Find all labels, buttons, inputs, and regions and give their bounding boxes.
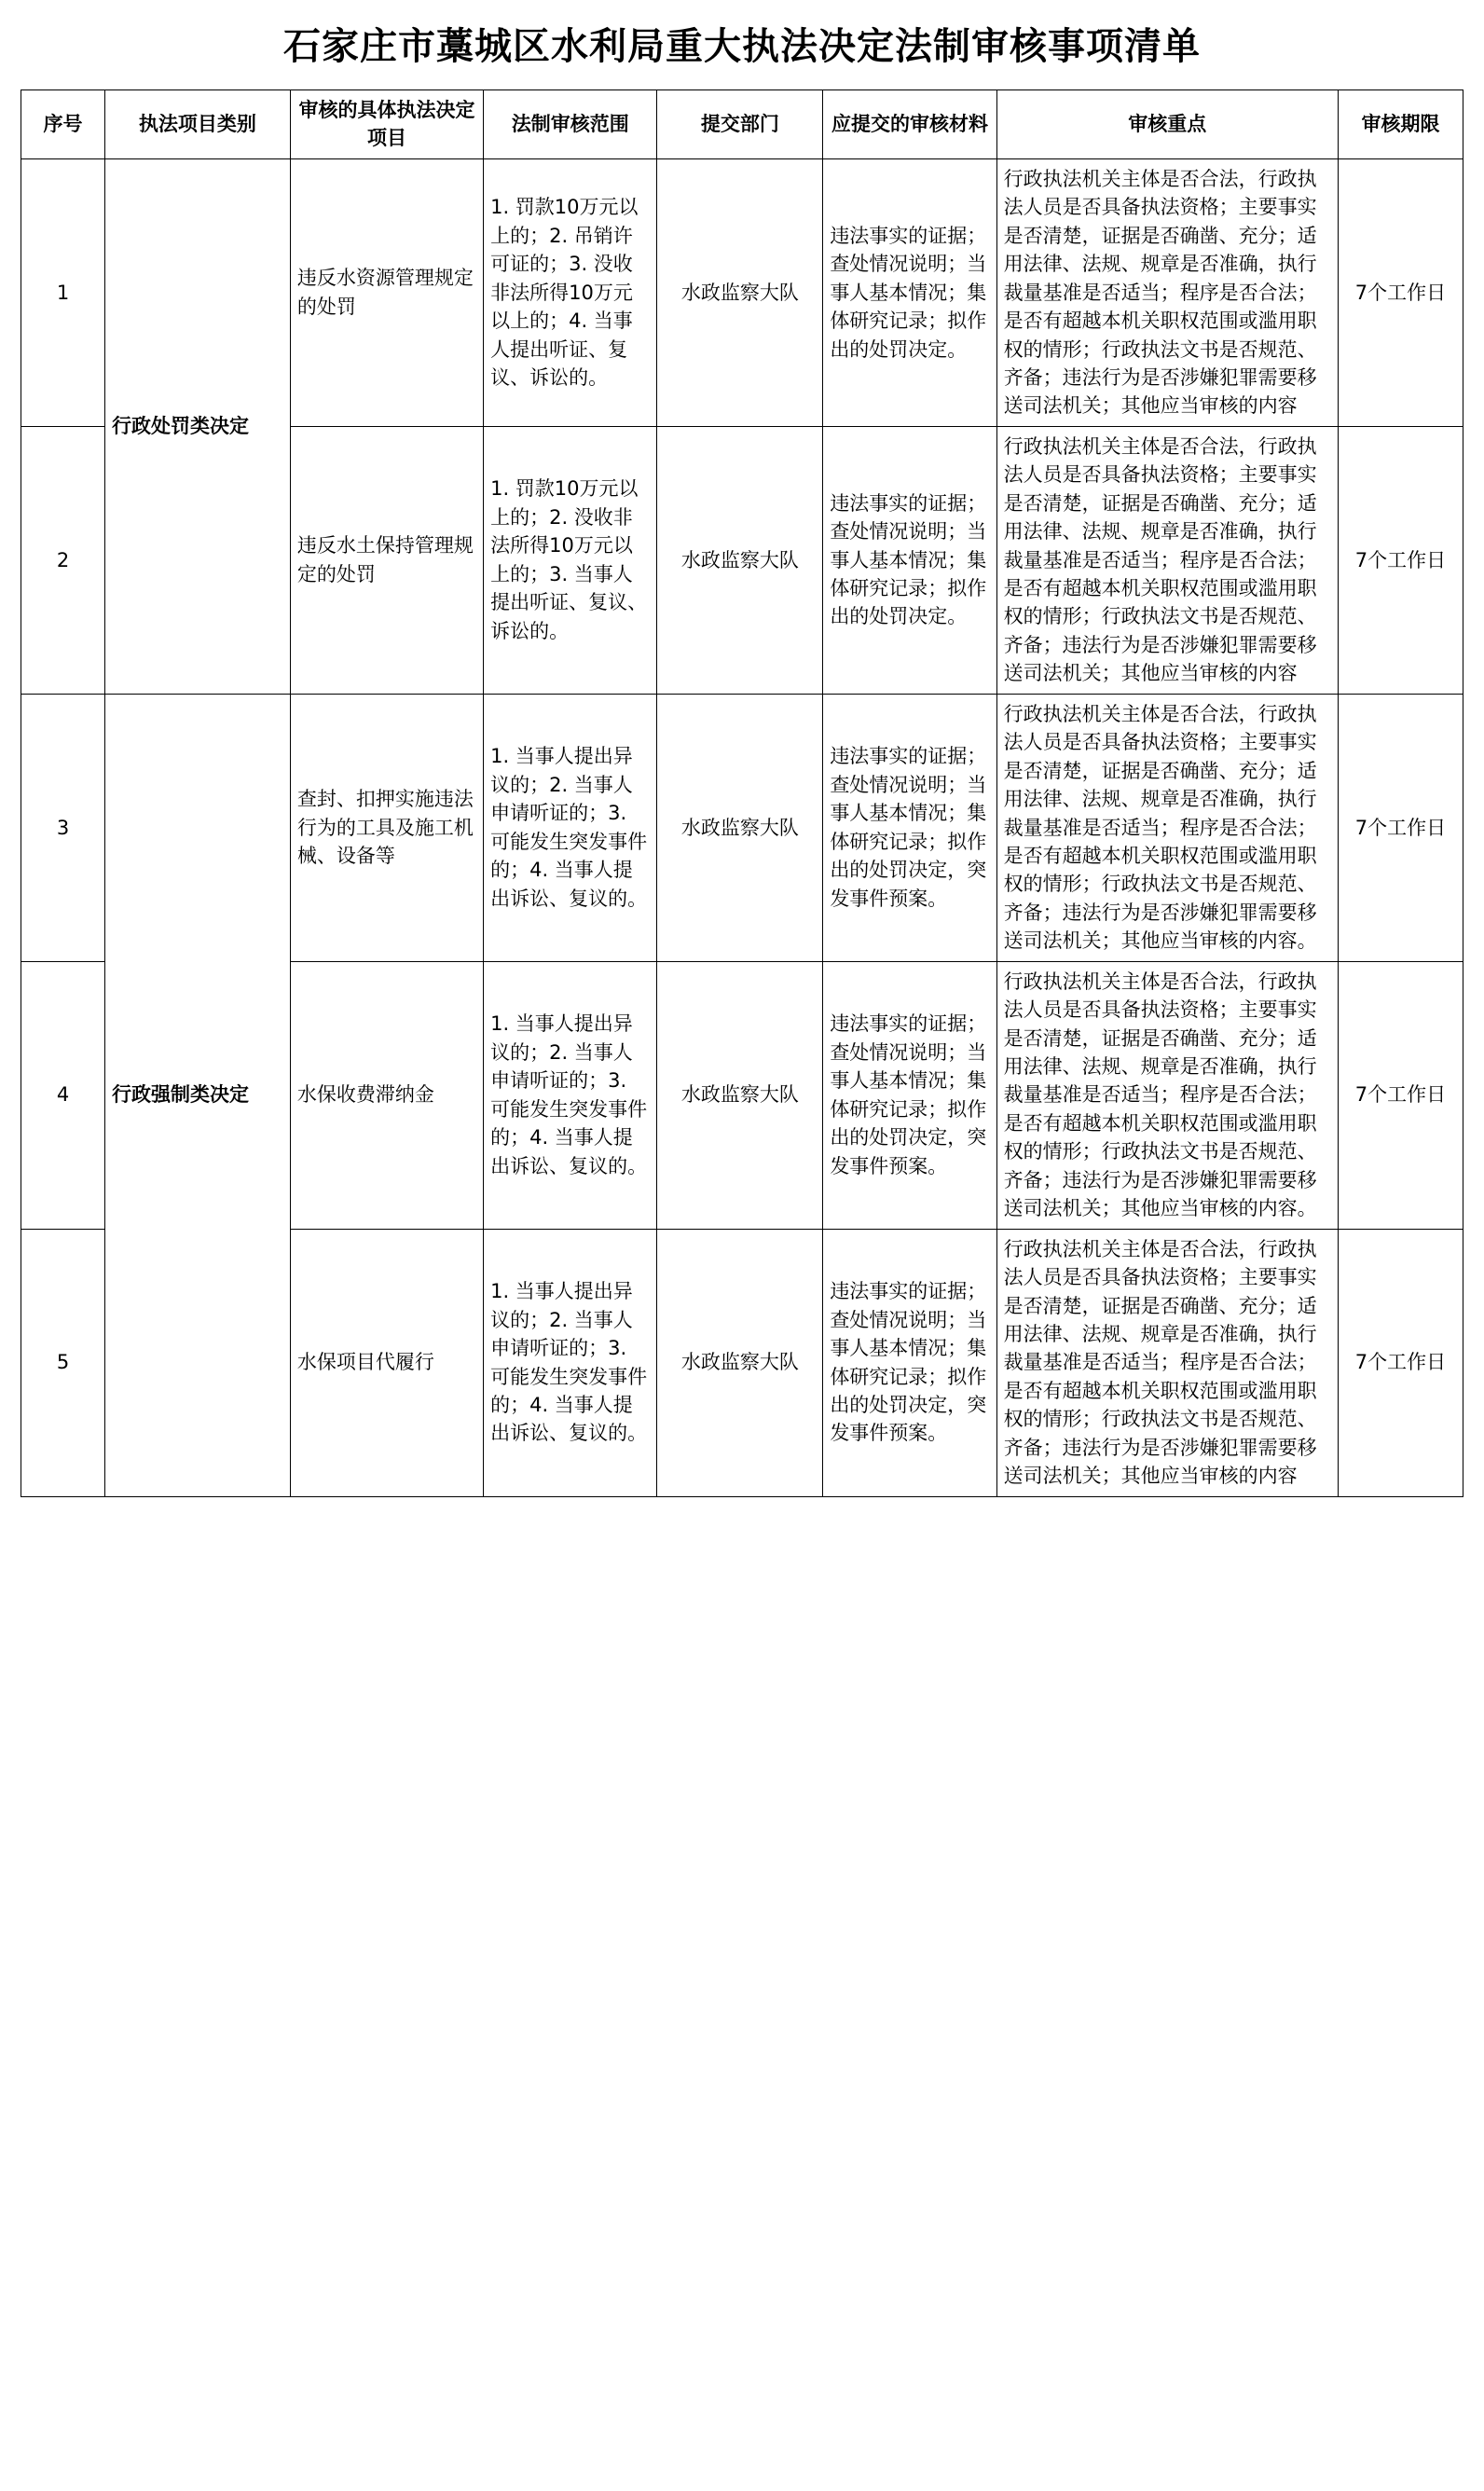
table-row: [21, 158, 1463, 426]
cell-materials: 违法事实的证据；查处情况说明；当事人基本情况；集体研究记录；拟作出的处罚决定，突发事件预案。: [823, 961, 996, 1229]
cell-scope: 1. 当事人提出异议的；2. 当事人申请听证的；3. 可能发生突发事件的；4. 当事人提出诉讼、复议的。: [484, 1229, 657, 1496]
table-header-row: [21, 90, 1463, 159]
cell-department: 水政监察大队: [657, 961, 823, 1229]
cell-time-limit: 7个工作日: [1338, 158, 1463, 426]
cell-focus: 行政执法机关主体是否合法，行政执法人员是否具备执法资格；主要事实是否清楚，证据是否确凿、充分；适用法律、法规、规章是否准确，执行裁量基准是否适当；程序是否合法；是否有超越本机关职权范围或滥用职权的情形；行政执法文书是否规范、齐备；违法行为是否涉嫌犯罪需要移送司法机关；其他应当审核的内容: [996, 158, 1338, 426]
cell-seq: 3: [21, 694, 105, 961]
cell-materials: 违法事实的证据；查处情况说明；当事人基本情况；集体研究记录；拟作出的处罚决定。: [823, 426, 996, 694]
cell-materials: 违法事实的证据；查处情况说明；当事人基本情况；集体研究记录；拟作出的处罚决定，突发事件预案。: [823, 694, 996, 961]
table-row: [21, 694, 1463, 961]
cell-item: 水保项目代履行: [290, 1229, 483, 1496]
cell-department: 水政监察大队: [657, 694, 823, 961]
cell-category: 行政处罚类决定: [105, 158, 291, 694]
cell-materials: 违法事实的证据；查处情况说明；当事人基本情况；集体研究记录；拟作出的处罚决定。: [823, 158, 996, 426]
column-header-item: 审核的具体执法决定项目: [290, 90, 483, 159]
cell-item: 水保收费滞纳金: [290, 961, 483, 1229]
cell-item: 查封、扣押实施违法行为的工具及施工机械、设备等: [290, 694, 483, 961]
review-items-table: [21, 89, 1463, 1497]
cell-focus: 行政执法机关主体是否合法，行政执法人员是否具备执法资格；主要事实是否清楚，证据是否确凿、充分；适用法律、法规、规章是否准确，执行裁量基准是否适当；程序是否合法；是否有超越本机关职权范围或滥用职权的情形；行政执法文书是否规范、齐备；违法行为是否涉嫌犯罪需要移送司法机关；其他应当审核的内容。: [996, 961, 1338, 1229]
cell-time-limit: 7个工作日: [1338, 694, 1463, 961]
cell-scope: 1. 当事人提出异议的；2. 当事人申请听证的；3. 可能发生突发事件的；4. 当事人提出诉讼、复议的。: [484, 694, 657, 961]
cell-item: 违反水土保持管理规定的处罚: [290, 426, 483, 694]
cell-department: 水政监察大队: [657, 1229, 823, 1496]
cell-seq: 4: [21, 961, 105, 1229]
cell-item: 违反水资源管理规定的处罚: [290, 158, 483, 426]
column-header-category: 执法项目类别: [105, 90, 291, 159]
column-header-seq: 序号: [21, 90, 105, 159]
cell-seq: 5: [21, 1229, 105, 1496]
table-body: [21, 158, 1463, 1496]
column-header-department: 提交部门: [657, 90, 823, 159]
cell-department: 水政监察大队: [657, 158, 823, 426]
column-header-materials: 应提交的审核材料: [823, 90, 996, 159]
column-header-focus: 审核重点: [996, 90, 1338, 159]
column-header-time-limit: 审核期限: [1338, 90, 1463, 159]
cell-time-limit: 7个工作日: [1338, 426, 1463, 694]
table-header: [21, 90, 1463, 159]
cell-time-limit: 7个工作日: [1338, 1229, 1463, 1496]
cell-materials: 违法事实的证据；查处情况说明；当事人基本情况；集体研究记录；拟作出的处罚决定，突发事件预案。: [823, 1229, 996, 1496]
page-title: 石家庄市藁城区水利局重大执法决定法制审核事项清单: [283, 24, 1201, 68]
column-header-scope: 法制审核范围: [484, 90, 657, 159]
cell-department: 水政监察大队: [657, 426, 823, 694]
cell-scope: 1. 罚款10万元以上的；2. 吊销许可证的；3. 没收非法所得10万元以上的；4. 当事人提出听证、复议、诉讼的。: [484, 158, 657, 426]
cell-scope: 1. 当事人提出异议的；2. 当事人申请听证的；3. 可能发生突发事件的；4. 当事人提出诉讼、复议的。: [484, 961, 657, 1229]
cell-seq: 2: [21, 426, 105, 694]
cell-category: 行政强制类决定: [105, 694, 291, 1496]
cell-scope: 1. 罚款10万元以上的；2. 没收非法所得10万元以上的；3. 当事人提出听证、复议、诉讼的。: [484, 426, 657, 694]
cell-focus: 行政执法机关主体是否合法，行政执法人员是否具备执法资格；主要事实是否清楚，证据是否确凿、充分；适用法律、法规、规章是否准确，执行裁量基准是否适当；程序是否合法；是否有超越本机关职权范围或滥用职权的情形；行政执法文书是否规范、齐备；违法行为是否涉嫌犯罪需要移送司法机关；其他应当审核的内容: [996, 426, 1338, 694]
cell-focus: 行政执法机关主体是否合法，行政执法人员是否具备执法资格；主要事实是否清楚，证据是否确凿、充分；适用法律、法规、规章是否准确，执行裁量基准是否适当；程序是否合法；是否有超越本机关职权范围或滥用职权的情形；行政执法文书是否规范、齐备；违法行为是否涉嫌犯罪需要移送司法机关；其他应当审核的内容。: [996, 694, 1338, 961]
cell-seq: 1: [21, 158, 105, 426]
cell-time-limit: 7个工作日: [1338, 961, 1463, 1229]
cell-focus: 行政执法机关主体是否合法，行政执法人员是否具备执法资格；主要事实是否清楚，证据是否确凿、充分；适用法律、法规、规章是否准确，执行裁量基准是否适当；程序是否合法；是否有超越本机关职权范围或滥用职权的情形；行政执法文书是否规范、齐备；违法行为是否涉嫌犯罪需要移送司法机关；其他应当审核的内容: [996, 1229, 1338, 1496]
